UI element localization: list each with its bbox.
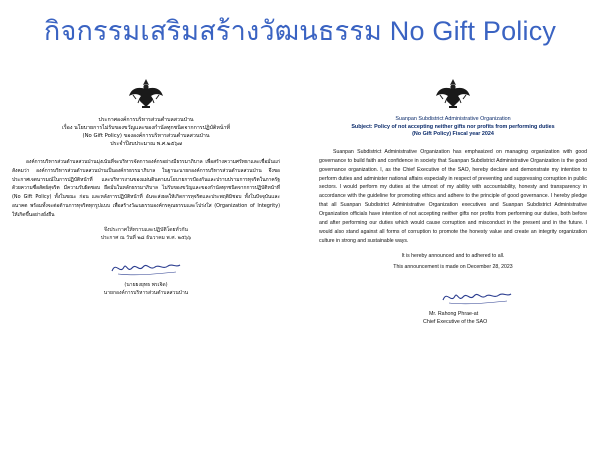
announcement-date: ประกาศ ณ วันที่ ๒๘ ธันวาคม พ.ศ. ๒๕๖๖ bbox=[100, 235, 192, 242]
header-organization: Suanpan Subdistrict Administrative Organization bbox=[395, 116, 511, 122]
header-line: ประกาศองค์การบริหารส่วนตำบลสวนป่าน bbox=[98, 117, 194, 123]
signer-name: (นายยงยุทธ พรเจิด) bbox=[124, 281, 168, 288]
signer-title: นายกองค์การบริหารส่วนตำบลสวนป่าน bbox=[103, 289, 189, 296]
signer-title: Chief Executive of the SAO bbox=[423, 318, 488, 325]
signer-name: Mr. Rahong Phrae-at bbox=[429, 310, 479, 317]
garuda-emblem-icon bbox=[127, 76, 165, 110]
garuda-emblem-icon bbox=[434, 76, 472, 110]
closing-line: จึงประกาศให้ทราบและปฏิบัติโดยทั่วกัน bbox=[104, 226, 188, 233]
announcement-body bbox=[10, 158, 282, 220]
header-subject-cont: (No Gift Policy) ขององค์การบริหารส่วนตำบลสวนป่าน bbox=[82, 133, 210, 139]
announcement-date: This announcement is made on December 28, 2023 bbox=[393, 264, 513, 271]
header-subject: เรื่อง นโยบายการไม่รับของขวัญและของกำนัลทุกชนิดจากการปฏิบัติหน้าที่ bbox=[62, 125, 230, 131]
closing-line: It is hereby announced and to adhered to all. bbox=[401, 252, 505, 259]
english-announcement bbox=[317, 72, 589, 452]
header-fiscal-year: ประจำปีงบประมาณ พ.ศ.๒๕๖๗ bbox=[110, 141, 182, 147]
signature-icon bbox=[106, 253, 186, 281]
thai-announcement bbox=[10, 72, 282, 452]
body-paragraph: องค์การบริหารส่วนตำบลสวนป่านมุ่งเน้นที่จะบริหารจัดการองค์กรอย่างมีธรรมาภิบาล เพื่อสร้างความศรัทธาและเชื่อมั่นแก่สังคมว่า องค์การบริหารส่วนตำบลสวนป่านเป็นองค์กรธรรมาภิบาล ในฐานะนายกองค์การบริหารส่วนตำบลสวนป่าน จึงขอประกาศเจตนารมณ์ในการปฏิบัติหน้าที่ และบริหารงานของแผ่นดินตามนโยบายการป้องกันและปราบปรามการทุจริตในภาครัฐ ด้วยความซื่อสัตย์สุจริต มีความรับผิดชอบ ยึดมั่นในหลักธรรมาภิบาล ไม่รับของขวัญและของกำนัลทุกชนิดจากการปฏิบัติหน้าที่ (No Gift Policy) ทั้งในขณะ ก่อน และหลังการปฏิบัติหน้าที่ อันจะส่งผลให้เกิดการทุจริตและประพฤติมิชอบ ทั้งในปัจจุบันและอนาคต พร้อมทั้งจะต่อต้านการทุจริตทุกรูปแบบ เพื่อสร้างวัฒนธรรมองค์กรคุณธรรมและโปร่งใส (Organization of Integrity) ให้เกิดขึ้นอย่างยั่งยืน bbox=[12, 159, 280, 218]
banner-title: กิจกรรมเสริมสร้างวัฒนธรรม No Gift Policy bbox=[43, 15, 557, 46]
header-subject: Subject: Policy of not accepting neither gifts nor profits from performing duties bbox=[351, 123, 555, 130]
header-fiscal-year: (No Gift Policy) Fiscal year 2024 bbox=[412, 131, 494, 138]
announcement-body bbox=[317, 148, 589, 246]
signature-icon bbox=[437, 282, 517, 310]
body-paragraph: Suanpan Subdistrict Administrative Organization has emphasized on managing organization with good governance to build faith and confidence in society that Suanpan Subdistrict Administrative Organization is the good governance organization. I, as the Chief Executive of the SAO, hereby declare and demonstrate my intention to perform duties and administer national affairs especially in respect of preventing and suppressing corruption in public sectors. I would perform my duties at the utmost of my ability with accountability, honesty and transparency in accordance with the guideline for promoting ethics and adhere to the principle of good governance. I hereby pledge that all Suanpan Subdistrict Administrative Organization executives and Suanpan Subdistrict Administrative Organization officials have intention of not accepting neither gifts nor profits from performing our duties, both before and after performing our duties which would cause corruption and misconduct in the present and in the future. I would also stand against all forms of corruption to promote the honesty value and create an integrity organization culture in strong and sustainable ways. bbox=[319, 148, 587, 244]
banner bbox=[0, 0, 600, 60]
